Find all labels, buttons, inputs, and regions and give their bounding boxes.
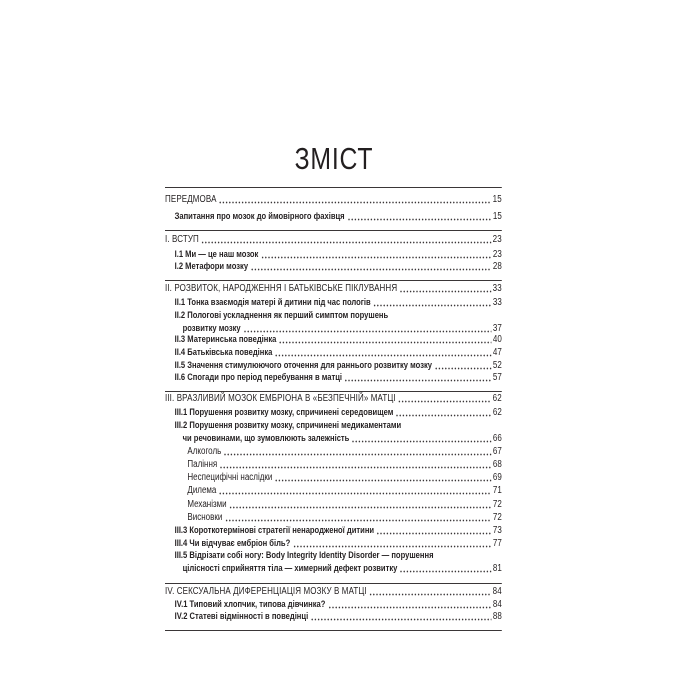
page-number: 28 [492, 261, 502, 272]
divider-rule [165, 280, 502, 281]
dot-leader [434, 367, 491, 370]
toc-label: III.1 Порушення розвитку мозку, спричинені середовищем [174, 407, 394, 418]
toc-label: III.2 Порушення розвитку мозку, спричинені медикаментами [174, 420, 402, 431]
page-number: 77 [492, 538, 502, 549]
dot-leader [373, 304, 491, 307]
toc-label: III.4 Чи відчуває ембріон біль? [174, 538, 291, 549]
toc-subsection [187, 459, 501, 471]
dot-leader [261, 256, 492, 259]
toc-section [175, 211, 502, 223]
page-number: 84 [492, 599, 502, 610]
toc-label: цілісності сприйняття тіла — химерний дефект розвитку [182, 563, 398, 574]
dot-leader [201, 241, 491, 244]
page-number: 37 [492, 323, 502, 334]
dot-leader [243, 330, 491, 333]
toc-subsection [187, 485, 501, 497]
toc-section [175, 611, 502, 623]
toc-label: чи речовинами, що зумовлюють залежність [182, 433, 350, 444]
toc-label: III. ВРАЗЛИВИЙ МОЗОК ЕМБРІОНА В «БЕЗПЕЧНІЙ» МАТЦІ [165, 393, 396, 404]
page-number: 62 [492, 407, 502, 418]
toc-section [175, 310, 502, 322]
toc-subsection [187, 512, 501, 524]
dot-leader [400, 570, 492, 573]
page-number: 47 [492, 347, 502, 358]
toc-section [175, 599, 502, 611]
toc-label: Дилема [187, 485, 217, 496]
toc-label: Механізми [187, 499, 227, 510]
dot-leader [344, 379, 491, 382]
toc-section [175, 249, 502, 261]
toc-section [175, 334, 502, 346]
toc-label: ПЕРЕДМОВА [165, 194, 217, 205]
toc-section-continuation [183, 563, 502, 575]
dot-leader [376, 532, 491, 535]
page-number: 33 [492, 297, 502, 308]
dot-leader [369, 593, 491, 596]
page-title: ЗМІСТ [294, 141, 374, 176]
divider-rule [165, 230, 502, 231]
divider-rule [165, 187, 502, 188]
toc-subsection [187, 446, 501, 458]
toc-label: IV. СЕКСУАЛЬНА ДИФЕРЕНЦІАЦІЯ МОЗКУ В МАТЦІ [165, 586, 367, 597]
page-number: 23 [492, 234, 502, 245]
dot-leader [250, 268, 491, 271]
dot-leader [275, 354, 492, 357]
page-number: 66 [492, 433, 502, 444]
dot-leader [219, 201, 491, 204]
toc-label: III.3 Короткотермінові стратегії ненародженої дитини [174, 525, 375, 536]
page-number: 57 [492, 372, 502, 383]
table-of-contents [165, 0, 502, 700]
toc-label: II.5 Значення стимулюючого оточення для раннього розвитку мозку [174, 360, 433, 371]
dot-leader [229, 506, 491, 509]
dot-leader [400, 290, 491, 293]
dot-leader [398, 400, 491, 403]
page-number: 72 [492, 512, 502, 523]
toc-label: II.1 Тонка взаємодія матері й дитини під час пологів [174, 297, 371, 308]
page-number: 72 [492, 499, 502, 510]
toc-label: II.6 Спогади про період перебування в матці [174, 372, 343, 383]
toc-chapter-1 [165, 234, 502, 246]
dot-leader [220, 466, 492, 469]
toc-label: Паління [187, 459, 218, 470]
toc-label: Неспецифічні наслідки [187, 472, 273, 483]
page-number: 71 [492, 485, 502, 496]
dot-leader [225, 519, 492, 522]
toc-label: III.5 Відрізати собі ногу: Body Integrity Identity Disorder — порушення [174, 550, 434, 561]
page-number: 62 [492, 393, 502, 404]
dot-leader [224, 453, 492, 456]
divider-rule [165, 630, 502, 631]
toc-label: II.3 Материнська поведінка [174, 334, 277, 345]
toc-label: Висновки [187, 512, 223, 523]
toc-section [175, 261, 502, 273]
page-number: 84 [492, 586, 502, 597]
toc-section [175, 372, 502, 384]
toc-section [175, 550, 502, 562]
toc-label: I.2 Метафори мозку [174, 261, 249, 272]
toc-label: Запитання про мозок до ймовірного фахівця [174, 211, 345, 222]
toc-label: IV.2 Статеві відмінності в поведінці [174, 611, 309, 622]
page-number: 52 [492, 360, 502, 371]
dot-leader [347, 218, 491, 221]
dot-leader [328, 606, 491, 609]
toc-chapter-preface [165, 194, 502, 206]
page-number: 67 [492, 446, 502, 457]
toc-subsection [187, 472, 501, 484]
page-number: 73 [492, 525, 502, 536]
page-number: 68 [492, 459, 502, 470]
page-number: 33 [492, 283, 502, 294]
toc-section [175, 525, 502, 537]
toc-section [175, 347, 502, 359]
toc-label: I. ВСТУП [165, 234, 199, 245]
dot-leader [293, 545, 492, 548]
toc-chapter-4 [165, 586, 502, 598]
toc-label: II.4 Батьківська поведінка [174, 347, 273, 358]
page-number: 81 [492, 563, 502, 574]
toc-label: Алкоголь [187, 446, 222, 457]
toc-section-continuation [183, 433, 502, 445]
divider-rule [165, 391, 502, 392]
page-number: 69 [492, 472, 502, 483]
toc-chapter-3 [165, 393, 502, 405]
toc-section [175, 297, 502, 309]
page-number: 88 [492, 611, 502, 622]
toc-label: II. РОЗВИТОК, НАРОДЖЕННЯ І БАТЬКІВСЬКЕ ПІКЛУВАННЯ [165, 283, 398, 294]
toc-section [175, 538, 502, 550]
dot-leader [275, 479, 492, 482]
toc-section [175, 407, 502, 419]
page-number: 23 [492, 249, 502, 260]
page-number: 15 [492, 194, 502, 205]
toc-section [175, 420, 502, 432]
toc-label: I.1 Ми — це наш мозок [174, 249, 259, 260]
dot-leader [279, 341, 491, 344]
page-number: 15 [492, 211, 502, 222]
dot-leader [352, 440, 492, 443]
toc-label: розвитку мозку [182, 323, 241, 334]
dot-leader [219, 492, 492, 495]
toc-chapter-2 [165, 283, 502, 295]
dot-leader [311, 618, 492, 621]
dot-leader [396, 414, 492, 417]
toc-subsection [187, 499, 501, 511]
toc-label: IV.1 Типовий хлопчик, типова дівчинка? [174, 599, 326, 610]
page-number: 40 [492, 334, 502, 345]
toc-section [175, 360, 502, 372]
divider-rule [165, 583, 502, 584]
toc-label: II.2 Пологові ускладнення як перший симптом порушень [174, 310, 389, 321]
